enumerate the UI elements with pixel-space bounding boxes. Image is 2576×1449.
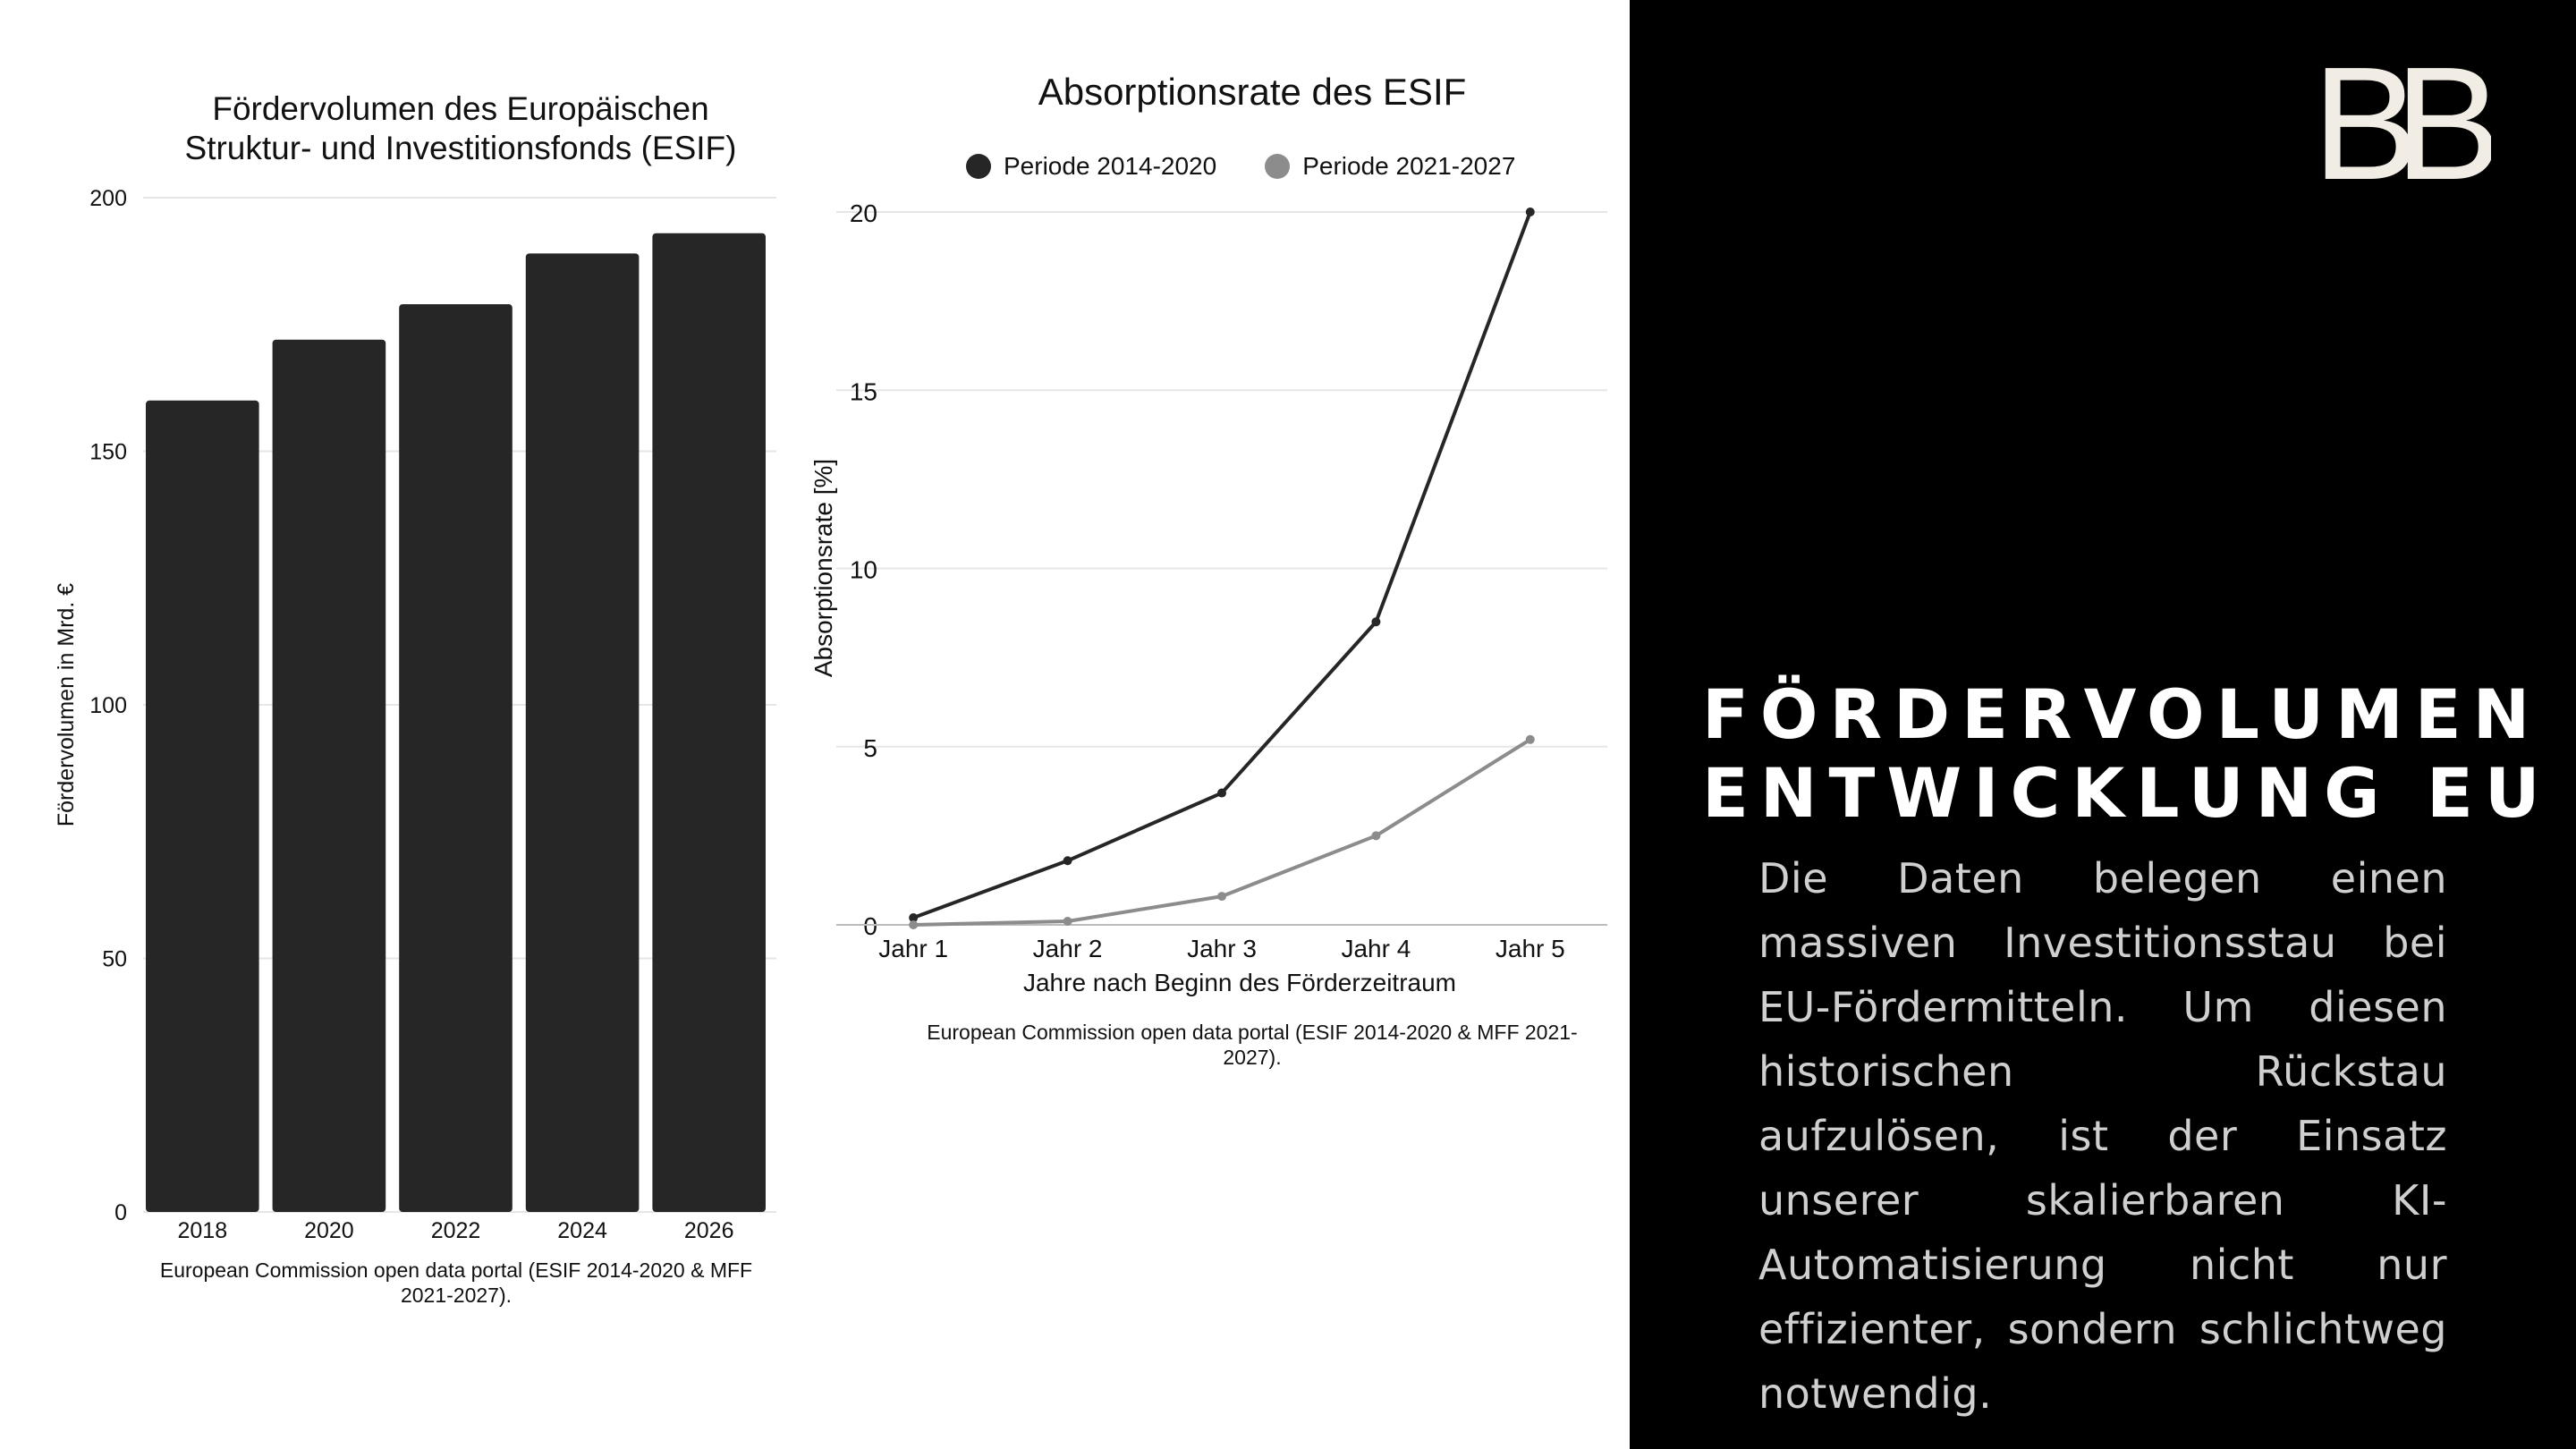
line-y-tick-label: 15 bbox=[849, 377, 877, 406]
panel-headline bbox=[1702, 675, 2561, 833]
bb-logo-text: BB bbox=[2312, 49, 2478, 183]
line-point bbox=[1371, 617, 1380, 626]
line-point bbox=[1526, 735, 1535, 744]
bar-chart bbox=[0, 179, 805, 1413]
bar-y-tick-label: 200 bbox=[89, 186, 127, 211]
bar-x-tick-label: 2018 bbox=[177, 1218, 228, 1243]
bar bbox=[146, 401, 259, 1212]
line-x-axis-label: Jahre nach Beginn des Förderzeitraum bbox=[1022, 969, 1457, 996]
line-y-tick-label: 20 bbox=[849, 199, 877, 227]
line-point bbox=[1063, 856, 1072, 865]
line-x-tick-label: Jahr 4 bbox=[1341, 935, 1411, 962]
bar bbox=[526, 253, 640, 1212]
legend-marker-2014-2020 bbox=[966, 154, 991, 179]
bar-y-axis-label: Fördervolumen in Mrd. € bbox=[54, 582, 79, 827]
bar-x-tick-label: 2020 bbox=[304, 1218, 354, 1243]
bar-y-tick-label: 100 bbox=[89, 693, 127, 718]
headline-line-2: ENTWICKLUNG EU bbox=[1702, 753, 2552, 833]
legend-label-2014-2020: Periode 2014-2020 bbox=[1004, 152, 1217, 180]
line-y-axis-label: Absorptionsrate [%] bbox=[809, 458, 837, 678]
line-point bbox=[1217, 892, 1226, 901]
line-x-tick-label: Jahr 1 bbox=[878, 935, 949, 962]
bar-x-tick-label: 2022 bbox=[430, 1218, 481, 1243]
bb-logo bbox=[2312, 49, 2491, 183]
line-chart-source: European Commission open data portal (ESIF 2014-2020 & MFF 2021-2027). bbox=[927, 1021, 1578, 1069]
bar-y-tick-label: 0 bbox=[114, 1200, 127, 1225]
bar-chart-source: European Commission open data portal (ESIF 2014-2020 & MFF 2021-2027). bbox=[159, 1258, 753, 1307]
line-point bbox=[1371, 831, 1380, 840]
line-point bbox=[1063, 917, 1072, 926]
line-x-tick-label: Jahr 2 bbox=[1032, 935, 1103, 962]
legend-label-2021-2027: Periode 2021-2027 bbox=[1302, 152, 1516, 180]
bar bbox=[399, 304, 513, 1212]
bar-y-tick-label: 50 bbox=[102, 946, 127, 972]
line-point bbox=[1526, 208, 1535, 216]
line-y-tick-label: 5 bbox=[863, 733, 877, 762]
line-chart bbox=[787, 179, 1610, 1002]
bar bbox=[652, 233, 766, 1212]
line-x-tick-label: Jahr 3 bbox=[1187, 935, 1257, 962]
legend-marker-2021-2027 bbox=[1265, 154, 1290, 179]
bar-y-tick-label: 150 bbox=[89, 439, 127, 465]
line-series bbox=[913, 212, 1530, 918]
headline-line-1: FÖRDERVOLUMEN bbox=[1702, 674, 2542, 754]
panel-body-text: Die Daten belegen einen massiven Investitionsstau bei EU-Fördermitteln. Um diesen historischen Rückstau aufzulösen, ist der Einsatz unserer skalierbaren KI-Automatisierung nicht nur effizienter, sondern schlichtweg notwendig. bbox=[1758, 854, 2447, 1418]
line-x-tick-label: Jahr 5 bbox=[1495, 935, 1565, 962]
line-chart-title: Absorptionsrate des ESIF bbox=[1038, 71, 1467, 113]
bar-chart-title: Fördervolumen des Europäischen Struktur- und Investitionsfonds (ESIF) bbox=[184, 90, 737, 166]
bar bbox=[273, 340, 386, 1212]
bar-x-tick-label: 2024 bbox=[557, 1218, 607, 1243]
bar-x-tick-label: 2026 bbox=[683, 1218, 734, 1243]
line-point bbox=[1217, 789, 1226, 798]
line-point bbox=[909, 920, 918, 929]
line-y-tick-label: 0 bbox=[863, 912, 877, 940]
line-y-tick-label: 10 bbox=[849, 555, 877, 584]
